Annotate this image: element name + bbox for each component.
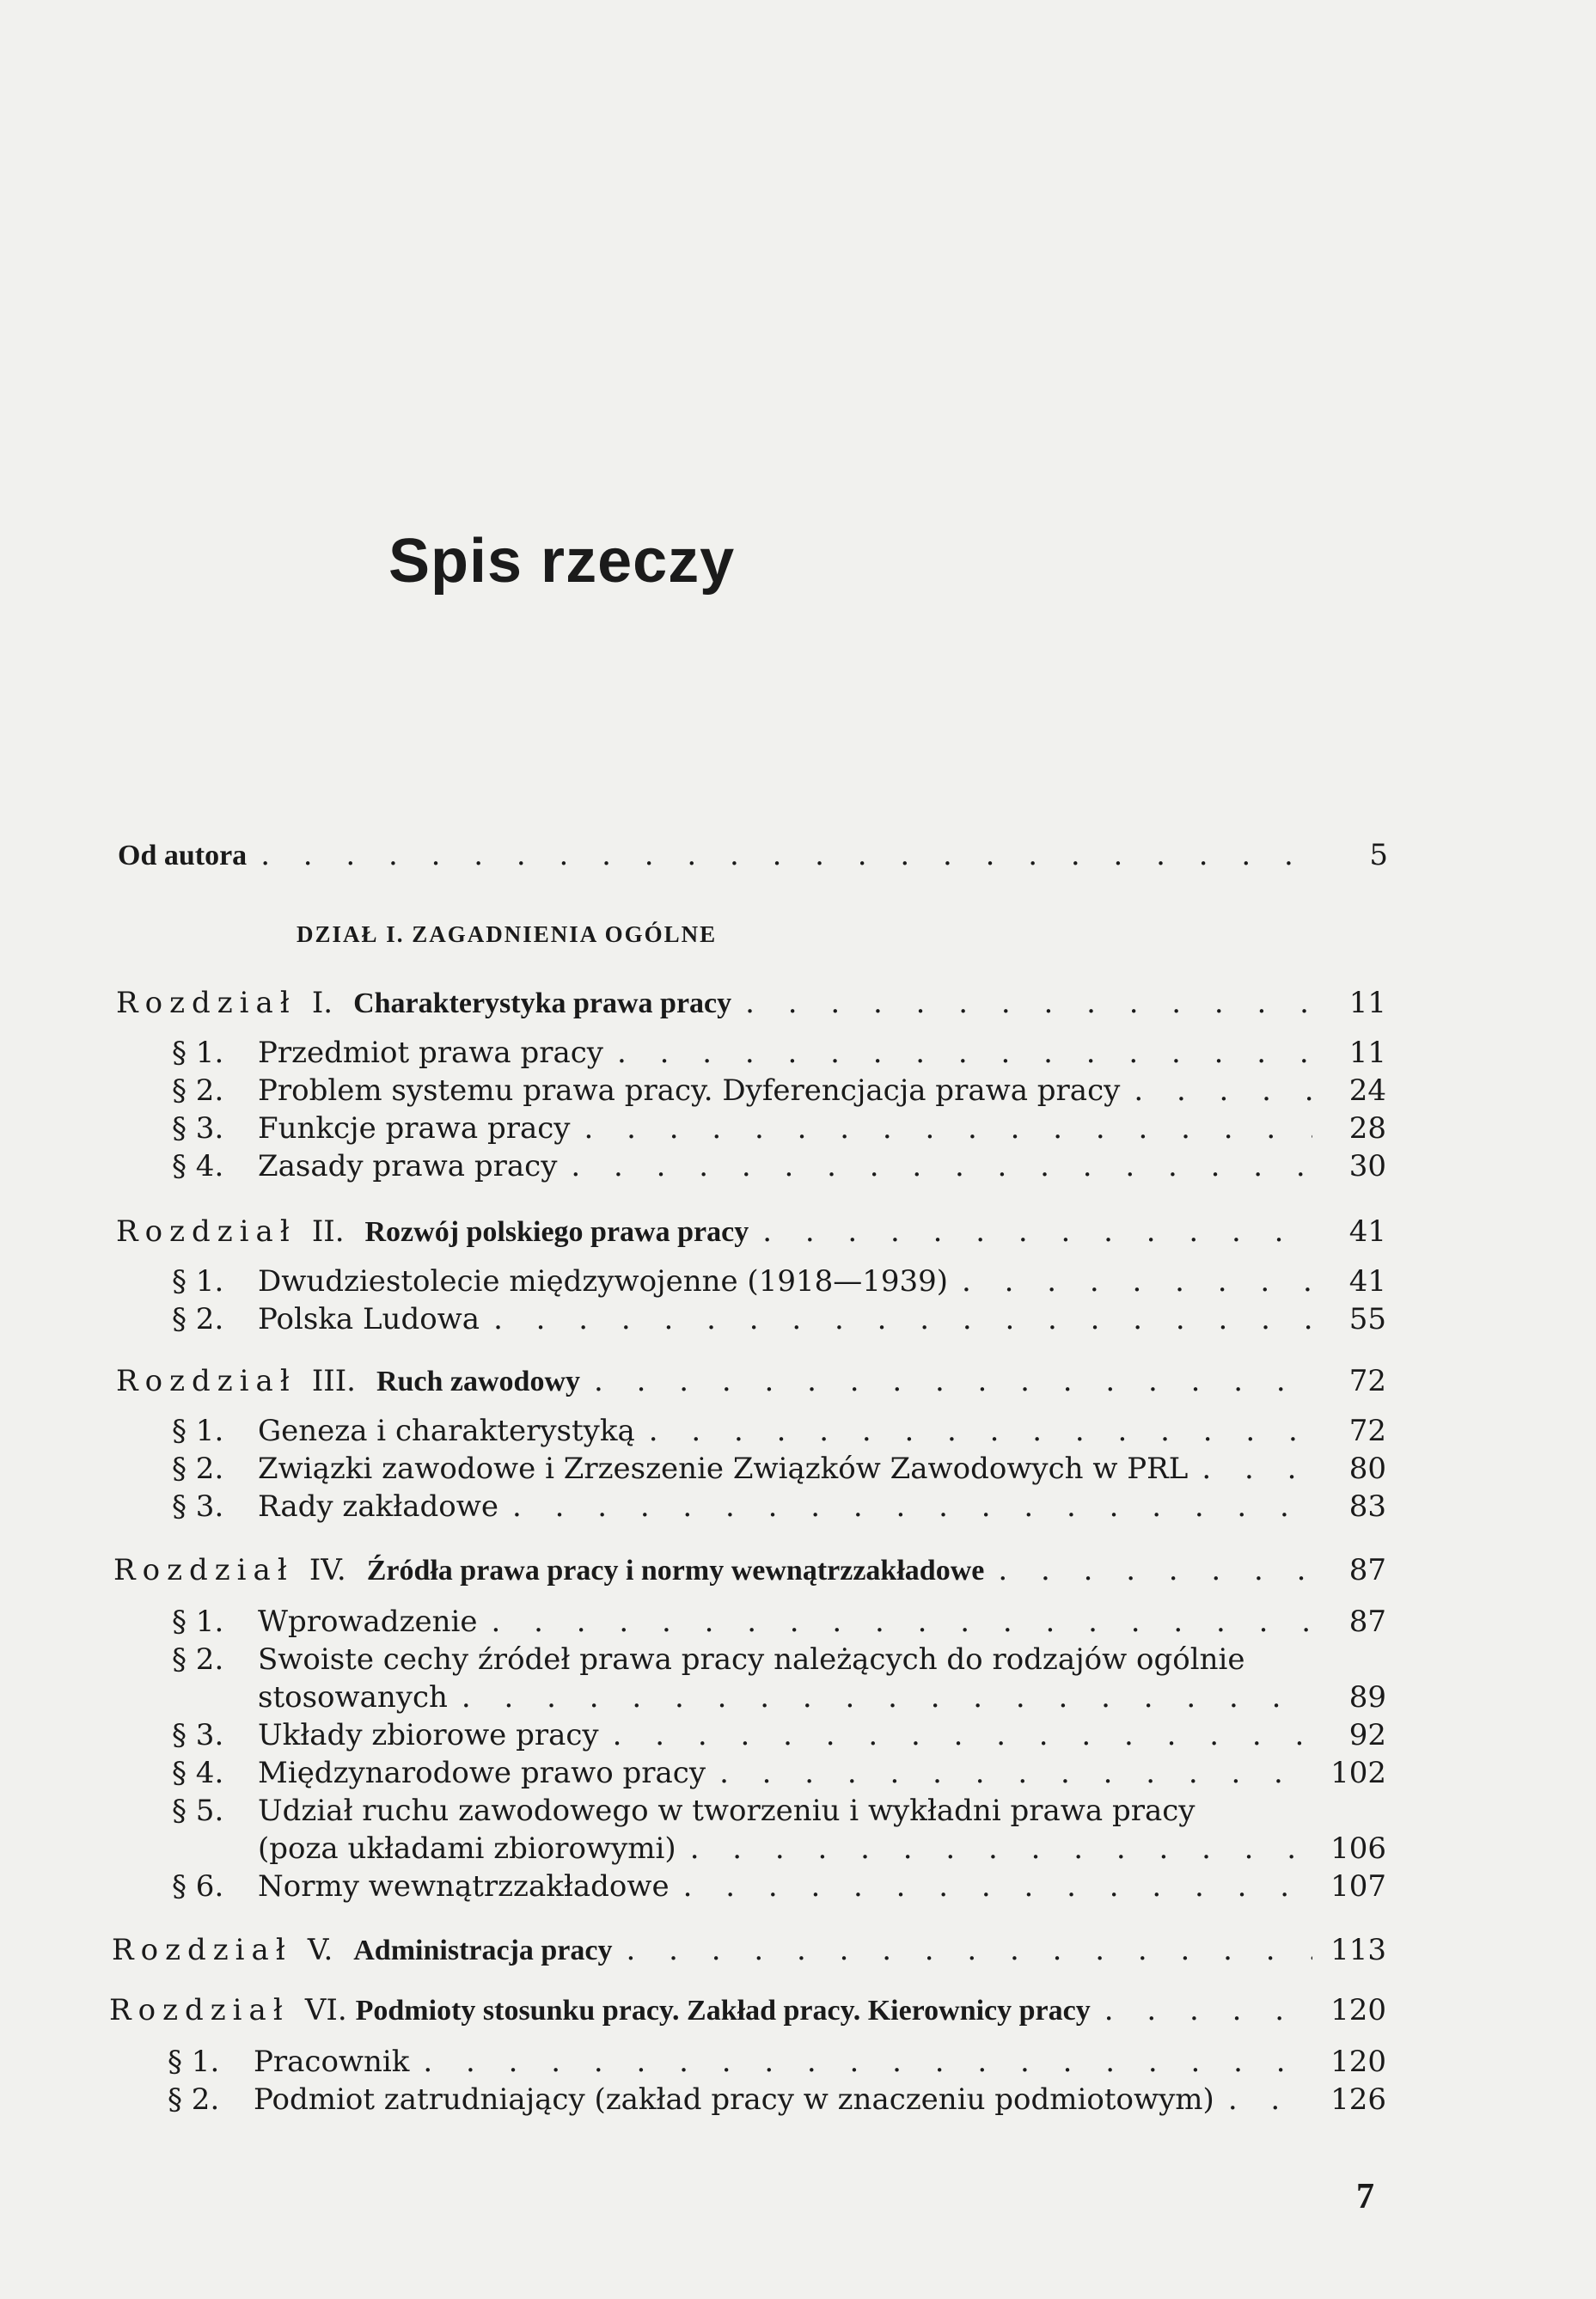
toc-chapter-2 <box>116 1214 1386 1249</box>
chapter-number: I. <box>311 986 333 1020</box>
dot-leader <box>998 1556 1312 1585</box>
section-title: Podmiot zatrudniający (zakład pracy w znaczeniu podmiotowym) <box>254 2082 1214 2117</box>
dot-leader <box>594 1367 1312 1396</box>
dot-leader <box>1134 1076 1312 1105</box>
dot-leader <box>1202 1454 1312 1483</box>
toc-section <box>172 1642 1386 1677</box>
toc-section <box>172 1869 1386 1904</box>
page-number: 24 <box>1348 1073 1386 1108</box>
section-title-continuation: stosowanych <box>258 1680 448 1715</box>
dot-leader <box>584 1114 1312 1143</box>
section-title: Geneza i charakterystyką <box>258 1414 635 1448</box>
page-number: 55 <box>1348 1302 1386 1336</box>
toc-section <box>168 2045 1386 2079</box>
page-number: 120 <box>1330 1993 1386 2027</box>
page-number: 89 <box>1348 1680 1386 1715</box>
page-number: 107 <box>1330 1869 1386 1904</box>
dot-leader <box>745 988 1312 1018</box>
section-title: Udział ruchu zawodowego w tworzeniu i wykładni prawa pracy <box>258 1794 1195 1828</box>
toc-section <box>172 1302 1386 1336</box>
page-number: 30 <box>1348 1149 1386 1183</box>
toc-entry-preface <box>118 838 1388 872</box>
section-title: Układy zbiorowe pracy <box>258 1718 599 1752</box>
section-number: § 1. <box>168 2045 220 2079</box>
section-number: § 2. <box>172 1073 224 1108</box>
dot-leader <box>492 1607 1313 1636</box>
page-number: 87 <box>1348 1605 1386 1639</box>
dot-leader <box>690 1834 1312 1863</box>
section-number: § 2. <box>168 2082 220 2117</box>
toc-section <box>172 1111 1386 1146</box>
page-number: 72 <box>1348 1414 1386 1448</box>
chapter-number: V. <box>307 1933 333 1967</box>
section-number: § 4. <box>172 1756 224 1790</box>
toc-section <box>172 1794 1386 1828</box>
toc-section-continuation <box>258 1831 1386 1866</box>
section-title: Funkcje prawa pracy <box>258 1111 571 1146</box>
page-number: 92 <box>1348 1718 1386 1752</box>
dot-leader <box>1228 2085 1312 2114</box>
section-title: Zasady prawa pracy <box>258 1149 558 1183</box>
section-title: Swoiste cechy źródeł prawa pracy należących do rodzajów ogólnie <box>258 1642 1245 1677</box>
chapter-title: Administracja pracy <box>353 1935 613 1966</box>
section-number: § 2. <box>172 1302 224 1336</box>
section-title: Polska Ludowa <box>258 1302 480 1336</box>
section-title-continuation: (poza układami zbiorowymi) <box>258 1831 676 1866</box>
toc-section <box>172 1036 1386 1070</box>
toc-section <box>172 1073 1386 1108</box>
section-number: § 6. <box>172 1869 224 1904</box>
preface-label: Od autora <box>118 840 248 871</box>
chapter-label: Rozdział <box>109 1993 290 2027</box>
page-number: 106 <box>1330 1831 1386 1866</box>
dot-leader <box>462 1683 1312 1712</box>
dot-leader <box>962 1267 1312 1296</box>
chapter-title: Rozwój polskiego prawa pracy <box>364 1216 749 1248</box>
chapter-title: Źródła prawa pracy i normy wewnątrzzakładowe <box>366 1555 985 1587</box>
chapter-label: Rozdział <box>116 1214 297 1249</box>
page-number: 102 <box>1330 1756 1386 1790</box>
page-number: 80 <box>1348 1452 1386 1486</box>
toc-section <box>172 1452 1386 1486</box>
chapter-number: IV. <box>309 1553 346 1587</box>
page-number: 5 <box>1369 838 1388 872</box>
section-number: § 1. <box>172 1605 224 1639</box>
dot-leader <box>649 1416 1312 1446</box>
section-number: § 3. <box>172 1489 224 1524</box>
section-title: Problem systemu prawa pracy. Dyferencjacja prawa pracy <box>258 1073 1121 1108</box>
chapter-number: VI. <box>304 1993 347 2027</box>
toc-section <box>172 1149 1386 1183</box>
section-number: § 1. <box>172 1264 224 1299</box>
toc-section <box>168 2082 1386 2117</box>
part-heading: DZIAŁ I. ZAGADNIENIA OGÓLNE <box>297 921 718 947</box>
chapter-number: II. <box>311 1214 345 1249</box>
dot-leader <box>617 1038 1312 1067</box>
page-number: 11 <box>1348 1036 1386 1070</box>
toc-chapter-6 <box>109 1993 1386 2027</box>
dot-leader <box>719 1758 1312 1788</box>
page-number: 126 <box>1330 2082 1386 2117</box>
toc-chapter-3 <box>116 1364 1386 1398</box>
chapter-label: Rozdział <box>116 1364 297 1398</box>
chapter-number: III. <box>311 1364 356 1398</box>
toc-section-continuation <box>258 1680 1386 1715</box>
toc-section <box>172 1264 1386 1299</box>
section-number: § 2. <box>172 1452 224 1486</box>
section-number: § 2. <box>172 1642 224 1677</box>
dot-leader <box>762 1217 1312 1246</box>
dot-leader <box>423 2047 1312 2076</box>
dot-leader <box>627 1935 1313 1965</box>
toc-section <box>172 1416 1386 1446</box>
chapter-label: Rozdział <box>112 1933 292 1967</box>
page-number: 11 <box>1348 986 1386 1020</box>
section-title: Przedmiot prawa pracy <box>258 1036 603 1070</box>
page-number: 28 <box>1348 1111 1386 1146</box>
page-folio-number: 7 <box>1356 2177 1374 2216</box>
section-title: Pracownik <box>254 2045 410 2079</box>
dot-leader <box>512 1492 1312 1521</box>
section-number: § 4. <box>172 1149 224 1183</box>
toc-chapter-4 <box>113 1553 1386 1587</box>
toc-chapter-1 <box>116 988 1386 1018</box>
section-number: § 3. <box>172 1111 224 1146</box>
section-title: Rady zakładowe <box>258 1489 498 1524</box>
section-title: Związki zawodowe i Zrzeszenie Związków Zawodowych w PRL <box>258 1452 1189 1486</box>
page-title: Spis rzeczy <box>388 527 736 596</box>
section-number: § 3. <box>172 1718 224 1752</box>
chapter-title: Charakterystyka prawa pracy <box>353 987 732 1019</box>
dot-leader <box>571 1152 1312 1181</box>
page-number: 72 <box>1348 1364 1386 1398</box>
dot-leader <box>613 1721 1312 1750</box>
toc-section <box>172 1605 1386 1639</box>
dot-leader <box>1104 1996 1312 2025</box>
dot-leader <box>493 1305 1312 1334</box>
toc-section <box>172 1758 1386 1788</box>
section-number: § 5. <box>172 1794 224 1828</box>
page-number: 83 <box>1348 1489 1386 1524</box>
section-title: Wprowadzenie <box>258 1605 478 1639</box>
chapter-title: Podmioty stosunku pracy. Zakład pracy. Kierownicy pracy <box>355 1995 1091 2027</box>
page-number: 41 <box>1348 1264 1386 1299</box>
toc-chapter-5 <box>112 1935 1386 1966</box>
page-number: 113 <box>1330 1933 1386 1967</box>
chapter-label: Rozdział <box>116 986 297 1020</box>
section-title: Międzynarodowe prawo pracy <box>258 1756 706 1790</box>
section-number: § 1. <box>172 1414 224 1448</box>
page-number: 41 <box>1348 1214 1386 1249</box>
dot-leader <box>683 1872 1312 1901</box>
toc-section <box>172 1489 1386 1524</box>
chapter-title: Ruch zawodowy <box>376 1366 581 1397</box>
section-title: Normy wewnątrzzakładowe <box>258 1869 670 1904</box>
dot-leader <box>260 841 1314 870</box>
chapter-label: Rozdział <box>113 1553 294 1587</box>
page-number: 120 <box>1330 2045 1386 2079</box>
page-number: 87 <box>1348 1553 1386 1587</box>
section-title: Dwudziestolecie międzywojenne (1918—1939) <box>258 1264 949 1299</box>
section-number: § 1. <box>172 1036 224 1070</box>
toc-section <box>172 1718 1386 1752</box>
